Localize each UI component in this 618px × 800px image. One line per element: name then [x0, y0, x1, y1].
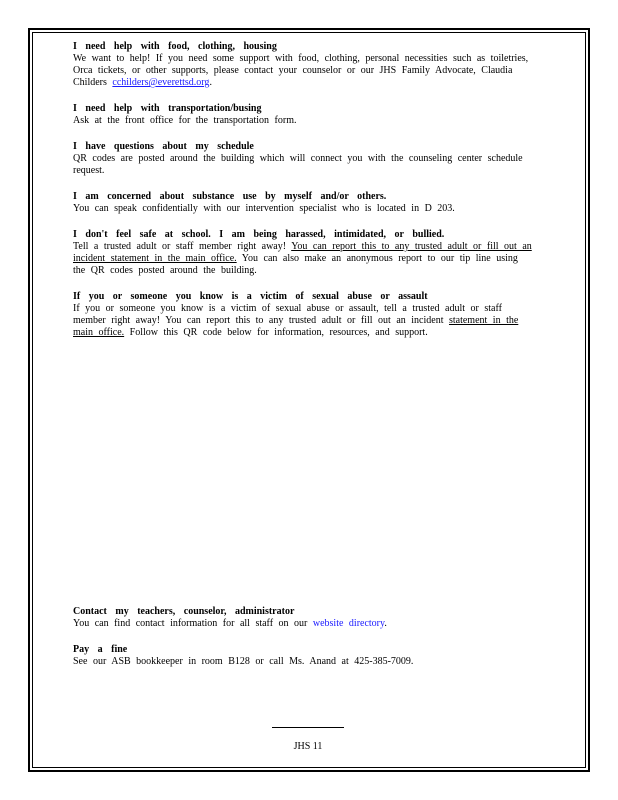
- body-text-underlined: statement in the main office.: [73, 315, 519, 338]
- footer-divider: [272, 727, 344, 728]
- section-body: [73, 115, 533, 127]
- section-heading: I am concerned about substance use by myself and/or others.: [73, 191, 387, 202]
- section-food: [73, 41, 533, 89]
- top-sections: [73, 41, 533, 353]
- body-text: See our ASB bookkeeper in room B128 or call Ms. Anand at 425-385-7009.: [73, 656, 414, 667]
- body-text: Ask at the front office for the transportation form.: [73, 115, 297, 126]
- lower-sections: [73, 606, 533, 682]
- section-body: [73, 303, 533, 339]
- body-text-underlined: You can report this to any trusted adult or fill out an incident statement in the main office.: [73, 241, 532, 264]
- body-text: You can speak confidentially with our intervention specialist who is located in D 203.: [73, 203, 455, 214]
- section-fine: [73, 644, 533, 668]
- section-safety: [73, 229, 533, 277]
- body-text: Follow this QR code below for information, resources, and support.: [124, 327, 428, 338]
- section-body: [73, 203, 533, 215]
- section-heading: I need help with food, clothing, housing: [73, 41, 277, 52]
- body-text: .: [209, 77, 212, 88]
- section-transportation: [73, 103, 533, 127]
- section-substance: [73, 191, 533, 215]
- page-footer: JHS 11: [293, 741, 323, 752]
- section-body: [73, 618, 533, 630]
- body-text: You can also make an anonymous report to our tip line using the QR codes posted around the building.: [73, 253, 518, 276]
- section-heading: I don't feel safe at school. I am being harassed, intimidated, or bullied.: [73, 229, 445, 240]
- body-text: If you or someone you know is a victim of sexual abuse or assault, tell a trusted adult or staff member right away! You can report this to any trusted adult or fill out an incident: [73, 303, 502, 326]
- section-heading: I need help with transportation/busing: [73, 103, 262, 114]
- section-contact: [73, 606, 533, 630]
- section-heading: I have questions about my schedule: [73, 141, 254, 152]
- section-heading: If you or someone you know is a victim of sexual abuse or assault: [73, 291, 428, 302]
- section-body: [73, 656, 533, 668]
- body-text: Tell a trusted adult or staff member right away!: [73, 241, 292, 252]
- section-assault: [73, 291, 533, 339]
- section-heading: Contact my teachers, counselor, administrator: [73, 606, 295, 617]
- body-text: You can find contact information for all staff on our: [73, 618, 313, 629]
- website-directory-link[interactable]: website directory: [312, 618, 385, 629]
- section-heading: Pay a fine: [73, 644, 128, 655]
- section-body: [73, 241, 533, 277]
- body-text: QR codes are posted around the building which will connect you with the counseling center schedule request.: [73, 153, 523, 176]
- section-body: [73, 153, 533, 177]
- email-link[interactable]: cchilders@everettsd.org: [112, 77, 210, 88]
- body-text: .: [384, 618, 387, 629]
- body-text: We want to help! If you need some support with food, clothing, personal necessities such as toiletries, Orca tickets, or other supports, please contact your counselor or our JHS Family Advocate, Claudia Childers: [73, 53, 529, 88]
- section-body: [73, 53, 533, 89]
- section-schedule: [73, 141, 533, 177]
